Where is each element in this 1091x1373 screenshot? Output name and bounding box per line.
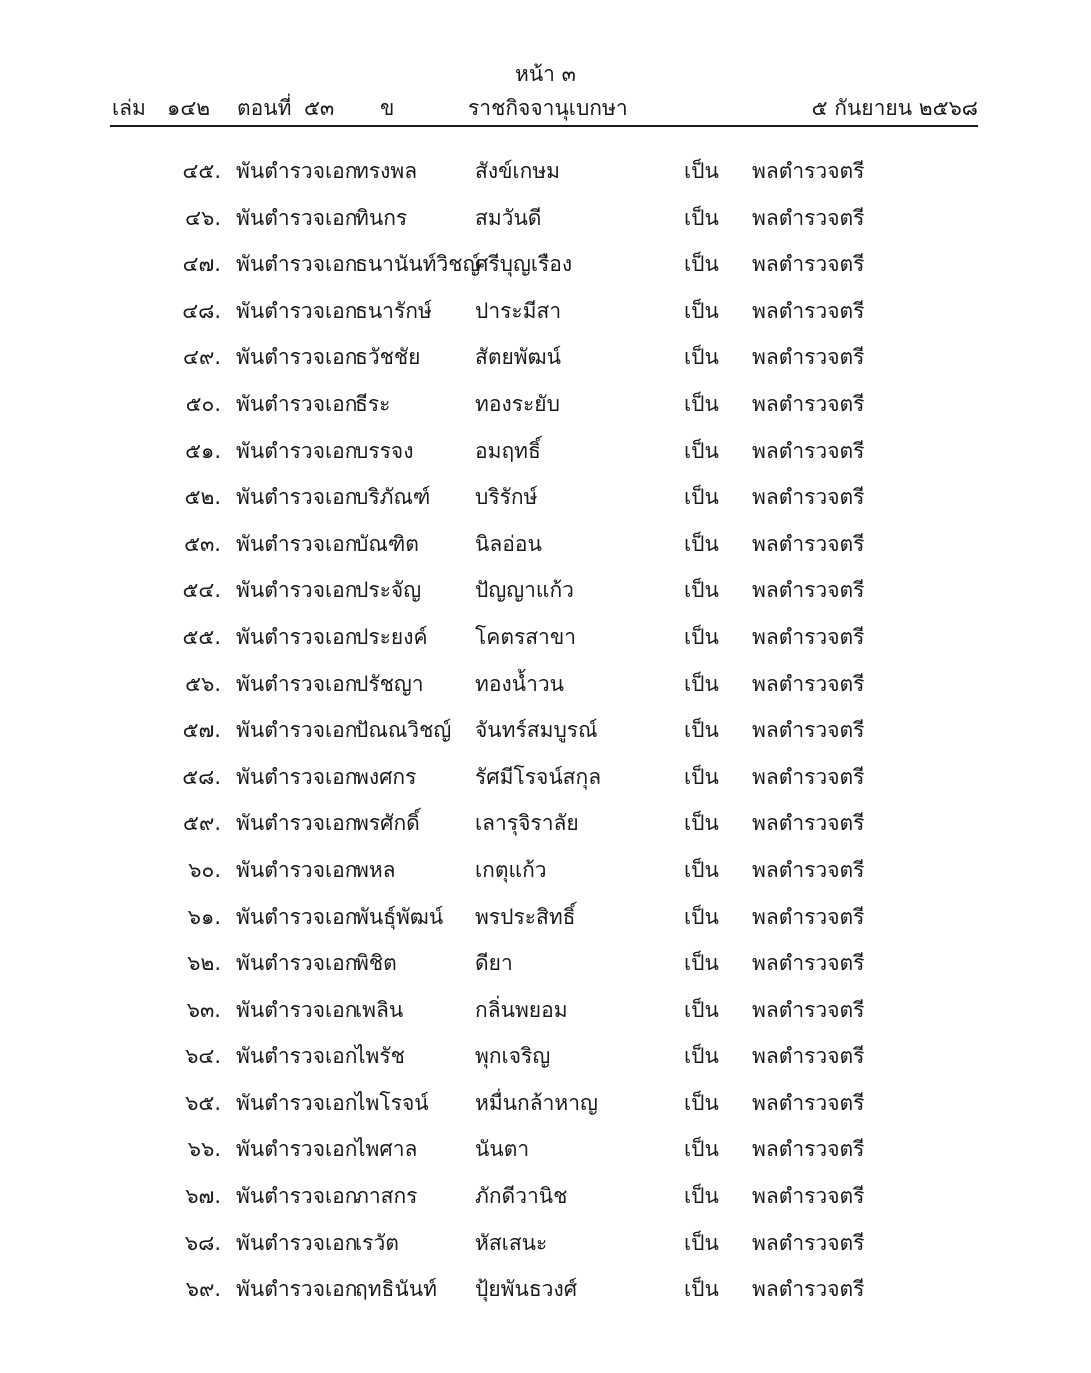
list-item: [0, 714, 1091, 761]
entry-number: ๕๘.: [182, 764, 221, 789]
issue-number: ๕๓: [304, 96, 335, 120]
list-item: [0, 155, 1091, 202]
first-name: ไพรัช: [355, 1044, 405, 1069]
current-rank: พันตำรวจเอก: [236, 624, 358, 649]
current-rank: พันตำรวจเอก: [236, 1044, 358, 1069]
first-name: ธวัชชัย: [355, 345, 421, 370]
surname: โคตรสาขา: [475, 624, 577, 649]
surname: หัสเสนะ: [475, 1230, 548, 1255]
entry-number: ๖๓.: [186, 997, 221, 1022]
first-name: ไพโรจน์: [355, 1090, 429, 1115]
promotion-list: [0, 155, 1091, 1320]
current-rank: พันตำรวจเอก: [236, 671, 358, 696]
volume-number: ๑๔๒: [167, 96, 211, 120]
list-item: [0, 202, 1091, 249]
current-rank: พันตำรวจเอก: [236, 764, 358, 789]
new-rank: พลตำรวจตรี: [752, 578, 865, 603]
entry-number: ๔๙.: [183, 345, 221, 370]
surname: เลารุจิราลัย: [475, 811, 579, 836]
surname: ปัญญาแก้ว: [475, 578, 574, 603]
surname: นิลอ่อน: [475, 531, 542, 556]
list-item: [0, 621, 1091, 668]
first-name: เรวัต: [355, 1230, 399, 1255]
new-rank: พลตำรวจตรี: [752, 1137, 865, 1162]
entry-number: ๖๗.: [185, 1184, 221, 1209]
appointment-verb: เป็น: [684, 485, 719, 510]
appointment-verb: เป็น: [684, 159, 719, 183]
first-name: ฤทธินันท์: [355, 1277, 437, 1302]
first-name: พิชิต: [355, 951, 397, 976]
gazette-name: ราชกิจจานุเบกษา: [468, 96, 628, 120]
new-rank: พลตำรวจตรี: [752, 997, 865, 1022]
entry-number: ๖๕.: [185, 1090, 221, 1115]
appointment-verb: เป็น: [684, 997, 719, 1022]
entry-number: ๖๙.: [185, 1277, 221, 1302]
surname: จันทร์สมบูรณ์: [475, 718, 598, 743]
entry-number: ๕๒.: [184, 485, 221, 510]
new-rank: พลตำรวจตรี: [752, 951, 865, 976]
list-item: [0, 295, 1091, 342]
first-name: ปัณณวิชญ์: [355, 718, 452, 743]
list-item: [0, 761, 1091, 808]
current-rank: พันตำรวจเอก: [236, 531, 358, 556]
appointment-verb: เป็น: [684, 624, 719, 649]
current-rank: พันตำรวจเอก: [236, 298, 358, 323]
first-name: บริภัณฑ์: [355, 485, 431, 510]
current-rank: พันตำรวจเอก: [236, 904, 358, 929]
first-name: เพลิน: [355, 997, 404, 1022]
appointment-verb: เป็น: [684, 1230, 719, 1255]
appointment-verb: เป็น: [684, 531, 719, 556]
new-rank: พลตำรวจตรี: [752, 298, 865, 323]
list-item: [0, 1087, 1091, 1134]
new-rank: พลตำรวจตรี: [752, 1090, 865, 1115]
new-rank: พลตำรวจตรี: [752, 671, 865, 696]
entry-number: ๕๕.: [182, 624, 221, 649]
first-name: บรรจง: [355, 438, 414, 463]
list-item: [0, 248, 1091, 295]
current-rank: พันตำรวจเอก: [236, 1184, 358, 1209]
first-name: ไพศาล: [355, 1137, 418, 1162]
page-number: หน้า ๓: [514, 62, 577, 86]
new-rank: พลตำรวจตรี: [752, 811, 865, 836]
entry-number: ๕๐.: [185, 391, 221, 416]
list-item: [0, 1227, 1091, 1274]
list-item: [0, 807, 1091, 854]
publication-date: ๕ กันยายน ๒๕๖๘: [811, 96, 978, 120]
current-rank: พันตำรวจเอก: [236, 578, 358, 603]
new-rank: พลตำรวจตรี: [752, 485, 865, 510]
new-rank: พลตำรวจตรี: [752, 718, 865, 743]
current-rank: พันตำรวจเอก: [236, 857, 358, 882]
entry-number: ๖๖.: [187, 1137, 221, 1162]
new-rank: พลตำรวจตรี: [752, 205, 865, 230]
surname: พุกเจริญ: [475, 1044, 551, 1069]
entry-number: ๔๗.: [182, 252, 221, 277]
entry-number: ๔๘.: [182, 298, 221, 323]
appointment-verb: เป็น: [684, 857, 719, 882]
list-item: [0, 435, 1091, 482]
surname: ศรีบุญเรือง: [475, 252, 573, 277]
list-item: [0, 574, 1091, 621]
list-item: [0, 528, 1091, 575]
first-name: ธนารักษ์: [355, 298, 432, 323]
entry-number: ๖๘.: [184, 1230, 221, 1255]
current-rank: พันตำรวจเอก: [236, 485, 358, 510]
surname: เกตุแก้ว: [475, 857, 547, 882]
new-rank: พลตำรวจตรี: [752, 345, 865, 370]
new-rank: พลตำรวจตรี: [752, 624, 865, 649]
current-rank: พันตำรวจเอก: [236, 951, 358, 976]
list-item: [0, 1040, 1091, 1087]
current-rank: พันตำรวจเอก: [236, 811, 358, 836]
appointment-verb: เป็น: [684, 205, 719, 230]
current-rank: พันตำรวจเอก: [236, 1090, 358, 1115]
first-name: พันธุ์พัฒน์: [355, 904, 444, 929]
first-name: ภาสกร: [355, 1184, 418, 1209]
appointment-verb: เป็น: [684, 1184, 719, 1209]
list-item: [0, 994, 1091, 1041]
surname: ทองระยับ: [475, 391, 560, 416]
new-rank: พลตำรวจตรี: [752, 531, 865, 556]
new-rank: พลตำรวจตรี: [752, 857, 865, 882]
appointment-verb: เป็น: [684, 718, 719, 743]
first-name: ประจัญ: [355, 578, 422, 603]
list-item: [0, 341, 1091, 388]
entry-number: ๖๑.: [187, 904, 221, 929]
section-letter: ข: [380, 96, 395, 120]
appointment-verb: เป็น: [684, 764, 719, 789]
appointment-verb: เป็น: [684, 1044, 719, 1069]
surname: สังข์เกษม: [475, 159, 561, 183]
entry-number: ๖๔.: [185, 1044, 221, 1069]
first-name: ทินกร: [355, 205, 408, 230]
issue-label: ตอนที่: [237, 96, 292, 120]
first-name: พงศกร: [355, 764, 417, 789]
first-name: ธีระ: [355, 391, 391, 416]
appointment-verb: เป็น: [684, 1090, 719, 1115]
first-name: บัณฑิต: [355, 531, 419, 556]
surname: สมวันดี: [475, 205, 542, 230]
new-rank: พลตำรวจตรี: [752, 904, 865, 929]
list-item: [0, 481, 1091, 528]
current-rank: พันตำรวจเอก: [236, 1230, 358, 1255]
appointment-verb: เป็น: [684, 1137, 719, 1162]
appointment-verb: เป็น: [684, 904, 719, 929]
list-item: [0, 1273, 1091, 1320]
new-rank: พลตำรวจตรี: [752, 1044, 865, 1069]
appointment-verb: เป็น: [684, 345, 719, 370]
new-rank: พลตำรวจตรี: [752, 1230, 865, 1255]
list-item: [0, 854, 1091, 901]
new-rank: พลตำรวจตรี: [752, 391, 865, 416]
current-rank: พันตำรวจเอก: [236, 1137, 358, 1162]
surname: ภักดีวานิช: [475, 1184, 568, 1209]
appointment-verb: เป็น: [684, 951, 719, 976]
surname: นันตา: [475, 1137, 530, 1162]
new-rank: พลตำรวจตรี: [752, 764, 865, 789]
current-rank: พันตำรวจเอก: [236, 391, 358, 416]
surname: ดียา: [475, 951, 513, 976]
entry-number: ๔๖.: [185, 205, 221, 230]
surname: ทองน้ำวน: [475, 671, 565, 696]
first-name: ทรงพล: [355, 159, 418, 183]
current-rank: พันตำรวจเอก: [236, 997, 358, 1022]
entry-number: ๕๖.: [185, 671, 221, 696]
first-name: ประยงค์: [355, 624, 428, 649]
appointment-verb: เป็น: [684, 391, 719, 416]
surname: อมฤทธิ์: [475, 438, 541, 463]
new-rank: พลตำรวจตรี: [752, 252, 865, 277]
first-name: ปรัชญา: [355, 671, 424, 696]
gazette-header: [112, 92, 978, 126]
list-item: [0, 1133, 1091, 1180]
surname: หมื่นกล้าหาญ: [475, 1090, 598, 1115]
list-item: [0, 901, 1091, 948]
new-rank: พลตำรวจตรี: [752, 438, 865, 463]
current-rank: พันตำรวจเอก: [236, 252, 358, 277]
entry-number: ๔๕.: [182, 159, 221, 183]
surname: บริรักษ์: [475, 485, 538, 510]
list-item: [0, 668, 1091, 715]
header-divider: [110, 125, 978, 127]
entry-number: ๖๐.: [188, 857, 221, 882]
appointment-verb: เป็น: [684, 252, 719, 277]
entry-number: ๕๙.: [183, 811, 221, 836]
list-item: [0, 1180, 1091, 1227]
new-rank: พลตำรวจตรี: [752, 1277, 865, 1302]
appointment-verb: เป็น: [684, 438, 719, 463]
first-name: ธนานันท์วิชญ์: [355, 252, 481, 277]
entry-number: ๕๓.: [184, 531, 221, 556]
first-name: พรศักดิ์: [355, 811, 420, 836]
entry-number: ๖๒.: [187, 951, 221, 976]
current-rank: พันตำรวจเอก: [236, 1277, 358, 1302]
list-item: [0, 388, 1091, 435]
surname: สัตยพัฒน์: [475, 345, 561, 370]
new-rank: พลตำรวจตรี: [752, 1184, 865, 1209]
surname: ปาระมีสา: [475, 298, 562, 323]
surname: ปุ้ยพันธวงศ์: [475, 1277, 578, 1302]
current-rank: พันตำรวจเอก: [236, 438, 358, 463]
first-name: พหล: [355, 857, 396, 882]
surname: พรประสิทธิ์: [475, 904, 576, 929]
appointment-verb: เป็น: [684, 811, 719, 836]
entry-number: ๕๗.: [182, 718, 221, 743]
current-rank: พันตำรวจเอก: [236, 718, 358, 743]
entry-number: ๕๔.: [182, 578, 221, 603]
appointment-verb: เป็น: [684, 298, 719, 323]
appointment-verb: เป็น: [684, 1277, 719, 1302]
current-rank: พันตำรวจเอก: [236, 159, 358, 183]
appointment-verb: เป็น: [684, 578, 719, 603]
current-rank: พันตำรวจเอก: [236, 345, 358, 370]
volume-label: เล่ม: [112, 96, 146, 120]
surname: กลิ่นพยอม: [475, 997, 568, 1022]
surname: รัศมีโรจน์สกุล: [475, 764, 602, 789]
current-rank: พันตำรวจเอก: [236, 205, 358, 230]
entry-number: ๕๑.: [185, 438, 221, 463]
appointment-verb: เป็น: [684, 671, 719, 696]
new-rank: พลตำรวจตรี: [752, 159, 865, 183]
list-item: [0, 947, 1091, 994]
